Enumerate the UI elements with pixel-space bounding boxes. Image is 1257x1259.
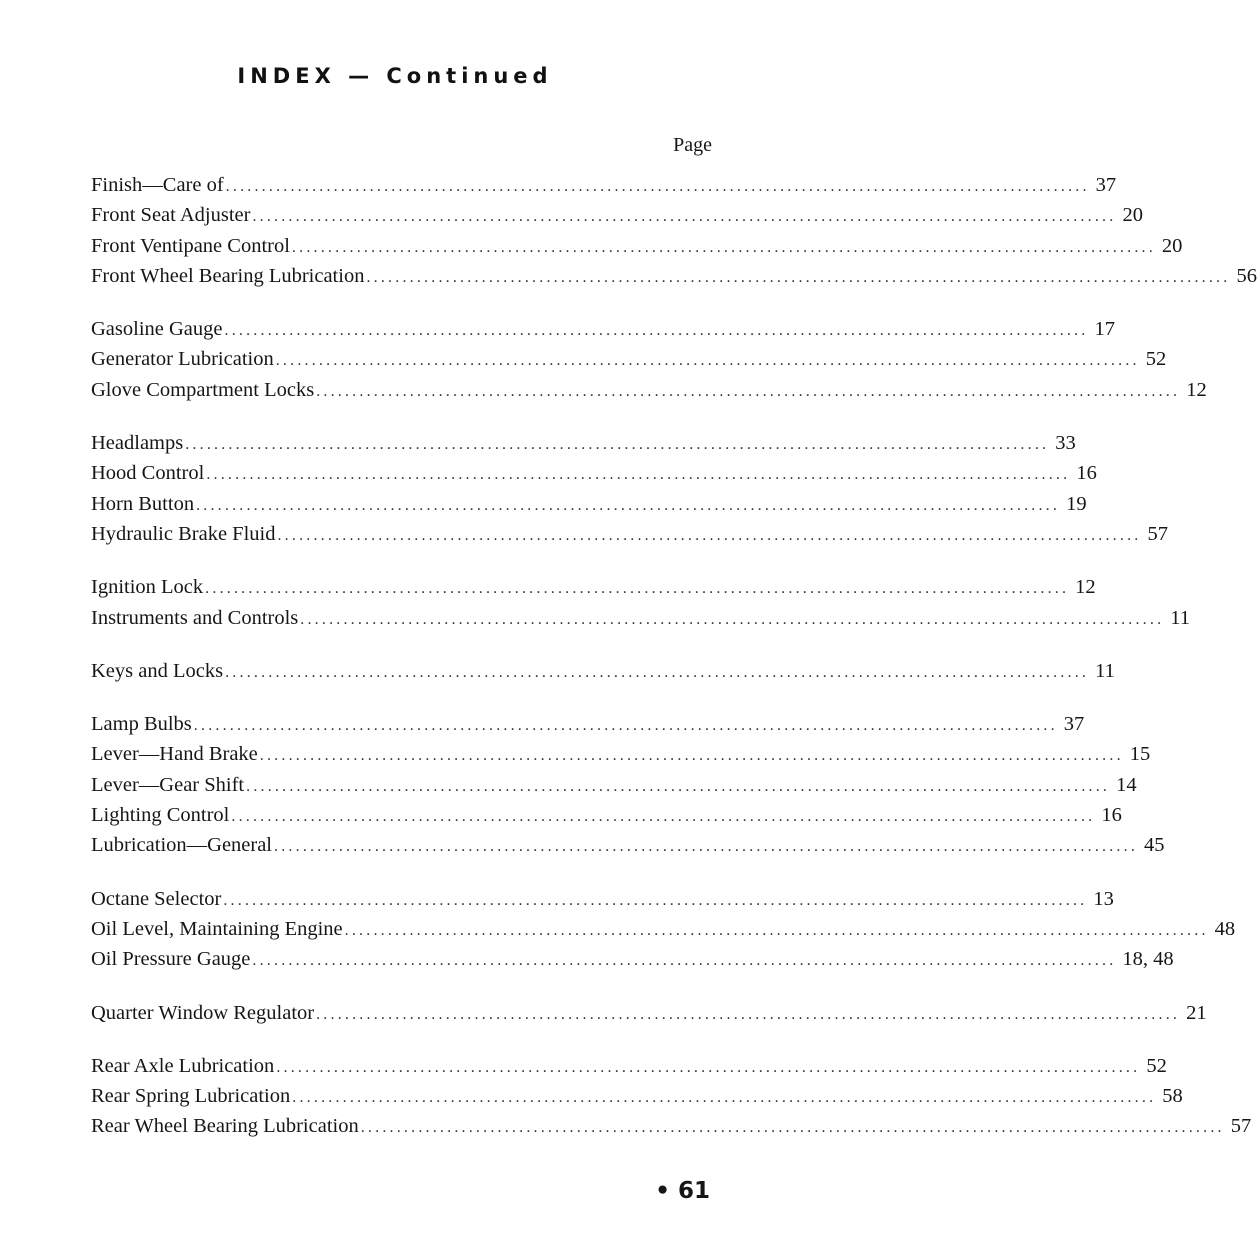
index-entry xyxy=(91,231,1183,261)
index-entry xyxy=(91,458,1097,488)
entry-label: Keys and Locks xyxy=(91,659,224,682)
entry-label: Octane Selector xyxy=(91,887,222,910)
page-column-label: Page xyxy=(673,134,712,156)
entry-page-number: 11 xyxy=(1170,606,1191,629)
dot-leader: ........................................................................................................................ xyxy=(275,352,1140,370)
entry-page-number: 58 xyxy=(1162,1085,1183,1108)
page-title: INDEX — Continued xyxy=(237,64,553,88)
entry-label: Ignition Lock xyxy=(91,576,204,599)
entry-label: Glove Compartment Locks xyxy=(91,378,315,401)
entry-page-number: 52 xyxy=(1146,1054,1167,1077)
entry-label: Headlamps xyxy=(91,432,184,455)
index-entry xyxy=(91,200,1143,230)
index-entry xyxy=(91,1081,1183,1111)
dot-leader: ........................................................................................................................ xyxy=(252,952,1117,970)
entry-page-number: 19 xyxy=(1066,492,1087,515)
index-entry xyxy=(91,830,1165,860)
dot-leader: ........................................................................................................................ xyxy=(185,436,1050,454)
dot-leader: ........................................................................................................................ xyxy=(316,382,1181,400)
entry-page-number: 20 xyxy=(1161,234,1183,257)
entry-label: Hydraulic Brake Fluid xyxy=(91,522,276,545)
entry-label: Lever—Gear Shift xyxy=(91,773,245,796)
entry-label: Lamp Bulbs xyxy=(91,713,192,736)
entry-label: Hood Control xyxy=(91,462,205,485)
dot-leader: ........................................................................................................................ xyxy=(360,1119,1225,1137)
index-entry xyxy=(91,998,1207,1028)
dot-leader: ........................................................................................................................ xyxy=(277,526,1142,544)
dot-leader: ........................................................................................................................ xyxy=(366,268,1231,286)
index-entry xyxy=(91,944,1174,974)
entry-label: Oil Level, Maintaining Engine xyxy=(91,917,343,940)
entry-label: Gasoline Gauge xyxy=(91,318,223,341)
dot-leader: ........................................................................................................................ xyxy=(193,717,1058,735)
dot-leader: ........................................................................................................................ xyxy=(246,777,1111,795)
dot-leader: ........................................................................................................................ xyxy=(206,466,1071,484)
entry-page-number: 33 xyxy=(1055,432,1076,455)
entry-page-number: 16 xyxy=(1076,462,1097,485)
entry-page-number: 17 xyxy=(1094,318,1115,341)
entry-page-number: 12 xyxy=(1075,576,1096,599)
entry-label: Instruments and Controls xyxy=(91,606,299,629)
entry-page-number: 52 xyxy=(1145,348,1167,371)
dot-leader: ........................................................................................................................ xyxy=(231,808,1096,826)
entry-page-number: 57 xyxy=(1230,1115,1252,1138)
index-list xyxy=(91,170,1257,1165)
index-entry xyxy=(91,603,1191,633)
index-entry xyxy=(91,800,1122,830)
entry-label: Horn Button xyxy=(91,492,195,515)
entry-page-number: 18, 48 xyxy=(1122,948,1174,971)
index-entry xyxy=(91,572,1096,602)
entry-page-number: 12 xyxy=(1186,378,1207,401)
entry-label: Generator Lubrication xyxy=(91,348,274,371)
index-group xyxy=(91,709,1165,860)
entry-page-number: 37 xyxy=(1095,174,1117,196)
entry-page-number: 48 xyxy=(1214,917,1236,940)
entry-label: Finish—Care of xyxy=(91,174,224,196)
dot-leader: ........................................................................................................................ xyxy=(344,921,1209,939)
dot-leader: ........................................................................................................................ xyxy=(225,663,1090,681)
entry-label: Rear Wheel Bearing Lubrication xyxy=(91,1115,359,1138)
index-entry xyxy=(91,375,1207,405)
index-group xyxy=(91,170,1257,291)
index-entry xyxy=(91,709,1085,739)
page-number: • 61 xyxy=(655,1178,710,1204)
index-entry xyxy=(91,739,1151,769)
index-entry xyxy=(91,428,1076,458)
dot-leader: ........................................................................................................................ xyxy=(196,496,1061,514)
index-entry xyxy=(91,914,1236,944)
entry-label: Front Ventipane Control xyxy=(91,234,290,257)
dot-leader: ........................................................................................................................ xyxy=(292,1089,1157,1107)
index-entry xyxy=(91,314,1115,344)
dot-leader: ........................................................................................................................ xyxy=(259,747,1124,765)
entry-label: Lubrication—General xyxy=(91,834,273,857)
entry-page-number: 15 xyxy=(1129,743,1151,766)
index-group xyxy=(91,656,1115,686)
index-group xyxy=(91,998,1207,1028)
entry-page-number: 13 xyxy=(1093,887,1114,910)
index-entry xyxy=(91,344,1167,374)
dot-leader: ........................................................................................................................ xyxy=(223,891,1088,909)
index-entry xyxy=(91,656,1115,686)
entry-label: Rear Spring Lubrication xyxy=(91,1085,291,1108)
dot-leader: ........................................................................................................................ xyxy=(225,178,1090,195)
entry-page-number: 57 xyxy=(1147,522,1168,545)
entry-label: Lighting Control xyxy=(91,804,230,827)
dot-leader: ........................................................................................................................ xyxy=(205,580,1070,598)
index-entry xyxy=(91,519,1168,549)
entry-page-number: 56 xyxy=(1236,264,1257,287)
index-entry xyxy=(91,1111,1252,1141)
entry-label: Oil Pressure Gauge xyxy=(91,948,251,971)
index-group xyxy=(91,428,1168,549)
index-group xyxy=(91,314,1207,405)
entry-page-number: 21 xyxy=(1186,1001,1207,1024)
index-entry xyxy=(91,489,1087,519)
entry-label: Lever—Hand Brake xyxy=(91,743,258,766)
entry-page-number: 37 xyxy=(1063,713,1085,736)
dot-leader: ........................................................................................................................ xyxy=(316,1005,1181,1023)
entry-page-number: 14 xyxy=(1116,773,1137,796)
entry-page-number: 11 xyxy=(1095,659,1115,682)
entry-label: Front Wheel Bearing Lubrication xyxy=(91,264,365,287)
index-entry xyxy=(91,261,1257,291)
dot-leader: ........................................................................................................................ xyxy=(252,208,1117,226)
entry-label: Front Seat Adjuster xyxy=(91,204,251,227)
index-group xyxy=(91,1051,1252,1142)
dot-leader: ........................................................................................................................ xyxy=(291,238,1156,256)
entry-label: Rear Axle Lubrication xyxy=(91,1054,275,1077)
dot-leader: ........................................................................................................................ xyxy=(274,838,1139,856)
index-group xyxy=(91,884,1236,975)
index-entry xyxy=(91,1051,1167,1081)
dot-leader: ........................................................................................................................ xyxy=(300,610,1165,628)
entry-page-number: 45 xyxy=(1144,834,1165,857)
dot-leader: ........................................................................................................................ xyxy=(224,322,1089,340)
entry-page-number: 16 xyxy=(1101,804,1122,827)
index-entry xyxy=(91,770,1137,800)
dot-leader: ........................................................................................................................ xyxy=(276,1058,1141,1076)
index-group xyxy=(91,572,1191,633)
index-entry xyxy=(91,170,1117,200)
index-entry xyxy=(91,884,1114,914)
entry-page-number: 20 xyxy=(1122,204,1143,227)
entry-label: Quarter Window Regulator xyxy=(91,1001,315,1024)
